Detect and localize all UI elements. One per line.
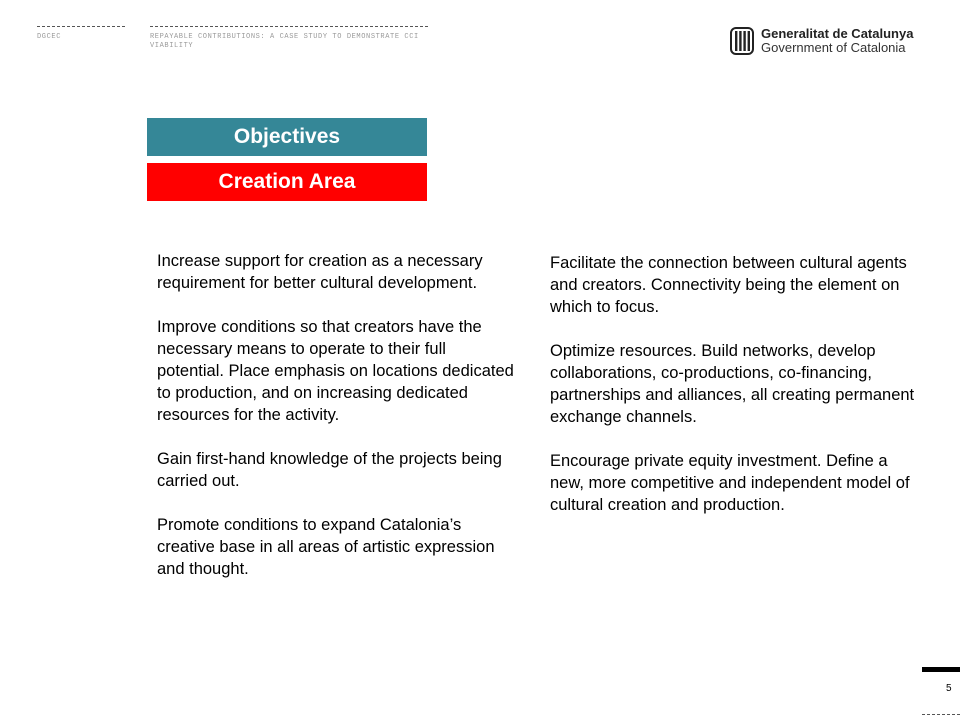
document-title: REPAYABLE CONTRIBUTIONS: A CASE STUDY TO DEMONSTRATE CCI VIABILITY	[150, 33, 419, 50]
objectives-banner: Objectives	[147, 118, 427, 156]
objective-paragraph: Encourage private equity investment. Define a new, more competitive and independent model of cultural creation and production.	[550, 452, 910, 514]
catalan-flag-icon	[730, 27, 754, 55]
header-divider-left	[37, 26, 125, 27]
objective-paragraph: Promote conditions to expand Catalonia’s creative base in all areas of artistic expression and thought.	[157, 516, 495, 578]
objective-paragraph: Optimize resources. Build networks, develop collaborations, co-productions, co-financing, partnerships and alliances, all creating permanent exchange channels.	[550, 342, 915, 426]
logo-subtitle: Government of Catalonia	[761, 40, 906, 55]
objective-paragraph: Improve conditions so that creators have the necessary means to operate to their full potential. Place emphasis on locations dedicated to production, and on increasing dedicated resources for the activity.	[157, 318, 514, 424]
header-divider-right	[150, 26, 428, 27]
objective-paragraph: Facilitate the connection between cultural agents and creators. Connectivity being the element on which to focus.	[550, 254, 907, 316]
right-objectives-column	[550, 252, 915, 538]
generalitat-logo	[730, 27, 913, 55]
page-number: 5	[946, 683, 952, 694]
org-code: DGCEC	[37, 33, 62, 41]
objective-paragraph: Increase support for creation as a necessary requirement for better cultural development.	[157, 252, 483, 292]
left-objectives-column	[157, 250, 517, 602]
page-number-bar	[922, 667, 960, 672]
logo-name: Generalitat de Catalunya	[761, 26, 914, 41]
footer-divider	[922, 714, 960, 715]
objective-paragraph: Gain first-hand knowledge of the projects being carried out.	[157, 450, 502, 490]
creation-area-banner: Creation Area	[147, 163, 427, 201]
